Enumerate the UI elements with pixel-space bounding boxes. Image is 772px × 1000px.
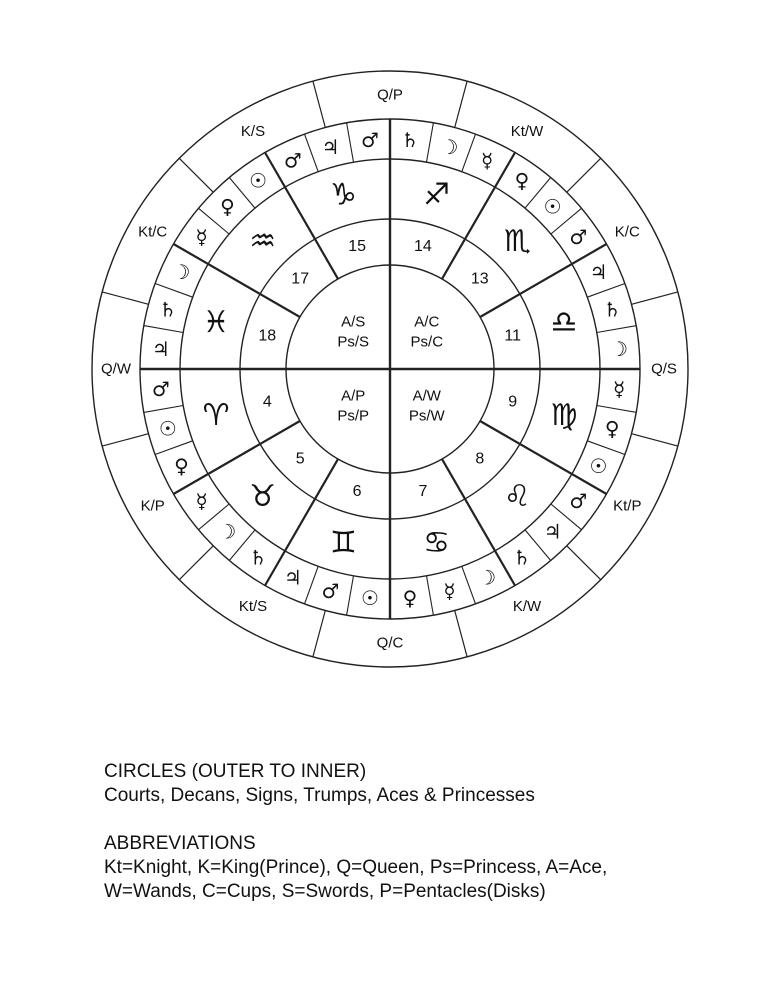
moon-icon: ☽ [172, 259, 191, 284]
trump-number: 8 [475, 450, 485, 468]
libra-icon: ♎ [550, 304, 578, 340]
capricorn-icon: ♑ [329, 177, 357, 213]
aquarius-icon: ♒ [249, 224, 277, 260]
trump-number: 4 [262, 393, 272, 411]
mars-icon: ♂ [283, 148, 302, 173]
princess-label: Ps/W [408, 407, 445, 425]
ace-label: A/C [414, 313, 440, 331]
court-label: K/C [614, 223, 640, 241]
court-divider [455, 611, 467, 657]
decan-divider [427, 123, 434, 162]
court-label: K/S [240, 123, 266, 141]
decan-divider [587, 441, 625, 455]
decan-divider [347, 123, 354, 162]
decan-divider [347, 576, 354, 615]
court-label: K/P [140, 497, 165, 515]
abbreviations-line-1: Kt=Knight, K=King(Prince), Q=Queen, Ps=Princess, A=Ace, [104, 857, 608, 878]
decan-divider [597, 326, 636, 333]
court-label: Q/W [101, 360, 131, 378]
sun-icon: ☉ [589, 454, 608, 479]
court-label: Kt/W [510, 123, 544, 141]
saturn-icon: ♄ [512, 545, 531, 570]
saturn-icon: ♄ [603, 297, 622, 322]
moon-icon: ☽ [440, 134, 459, 159]
mars-icon: ♂ [569, 225, 588, 250]
leo-icon: ♌ [503, 478, 531, 514]
saturn-icon: ♄ [249, 545, 268, 570]
decan-divider [587, 284, 625, 298]
princess-label: Ps/C [410, 333, 444, 351]
decan-divider [427, 576, 434, 615]
court-divider [313, 81, 325, 127]
venus-icon: ♀ [220, 194, 235, 219]
mercury-icon: ☿ [195, 488, 208, 513]
mars-icon: ♂ [569, 488, 588, 513]
jupiter-icon: ♃ [589, 259, 608, 284]
jupiter-icon: ♃ [151, 337, 170, 361]
legend [104, 760, 744, 904]
trump-number: 9 [508, 393, 518, 411]
court-label: Kt/P [613, 497, 642, 515]
moon-icon: ☽ [478, 565, 497, 590]
jupiter-icon: ♃ [543, 519, 562, 544]
scorpio-icon: ♏ [503, 224, 531, 260]
ace-label: A/P [341, 387, 366, 405]
ace-label: A/W [412, 387, 441, 405]
sign-divider [442, 153, 515, 279]
court-label: K/W [512, 597, 542, 615]
moon-icon: ☽ [218, 519, 237, 544]
mercury-icon: ☿ [481, 148, 494, 173]
mars-icon: ♂ [361, 127, 379, 152]
decan-divider [144, 326, 183, 333]
court-divider [102, 434, 148, 446]
cancer-icon: ♋ [423, 525, 451, 561]
sun-icon: ☉ [543, 194, 562, 219]
circles-description: Courts, Decans, Signs, Trumps, Aces & Princesses [104, 785, 535, 806]
decan-divider [597, 406, 636, 413]
aries-icon: ♈ [202, 398, 230, 434]
gemini-icon: ♊ [329, 525, 357, 561]
decan-divider [155, 284, 193, 298]
pisces-icon: ♓ [202, 304, 230, 340]
sign-divider [480, 244, 606, 317]
moon-icon: ☽ [610, 337, 629, 361]
court-divider [179, 546, 213, 580]
taurus-icon: ♉ [249, 478, 277, 514]
saturn-icon: ♄ [401, 127, 419, 152]
venus-icon: ♀ [514, 168, 530, 193]
jupiter-icon: ♃ [283, 565, 302, 590]
venus-icon: ♀ [402, 586, 418, 611]
sun-icon: ☉ [249, 168, 268, 193]
wheel-dividers [102, 81, 678, 657]
mercury-icon: ☿ [443, 579, 456, 604]
court-label: Kt/C [138, 223, 168, 241]
court-divider [102, 292, 148, 304]
trump-number: 7 [418, 483, 428, 501]
abbreviations-heading: ABBREVIATIONS [104, 833, 256, 854]
venus-icon: ♀ [604, 416, 620, 441]
princess-label: Ps/P [337, 407, 370, 425]
decan-divider [305, 566, 319, 604]
virgo-icon: ♍ [550, 398, 578, 434]
trump-number: 17 [291, 270, 310, 288]
decan-divider [144, 406, 183, 413]
sun-icon: ☉ [158, 416, 177, 441]
sun-icon: ☉ [361, 586, 379, 611]
jupiter-icon: ♃ [321, 134, 340, 159]
court-label: Q/C [376, 634, 404, 652]
legend-spacer [104, 808, 744, 832]
trump-number: 6 [352, 483, 362, 501]
decan-divider [155, 441, 193, 455]
court-divider [632, 434, 678, 446]
court-label: Q/P [377, 86, 403, 104]
court-divider [567, 546, 601, 580]
trump-number: 15 [348, 237, 366, 255]
trump-number: 18 [258, 327, 277, 345]
trump-number: 13 [470, 270, 489, 288]
mercury-icon: ☿ [612, 377, 626, 401]
trump-number: 14 [414, 237, 432, 255]
venus-icon: ♀ [174, 454, 189, 479]
trump-number: 11 [504, 327, 522, 345]
court-divider [632, 292, 678, 304]
ace-label: A/S [341, 313, 366, 331]
court-divider [567, 158, 601, 192]
princess-label: Ps/S [337, 333, 370, 351]
court-divider [179, 158, 213, 192]
sign-divider [480, 421, 606, 494]
court-label: Kt/S [238, 597, 268, 615]
court-label: Q/S [651, 360, 677, 378]
circles-heading: CIRCLES (OUTER TO INNER) [104, 761, 367, 782]
court-divider [313, 611, 325, 657]
trump-number: 5 [295, 450, 305, 468]
mars-icon: ♂ [321, 579, 340, 604]
abbreviations-line-2: W=Wands, C=Cups, S=Swords, P=Pentacles(Disks) [104, 881, 546, 902]
decan-divider [462, 134, 476, 172]
sign-divider [174, 421, 300, 494]
decan-divider [462, 566, 476, 604]
sign-divider [174, 244, 300, 317]
court-divider [455, 81, 467, 127]
mars-icon: ♂ [151, 377, 170, 401]
sagittarius-icon: ♐ [423, 177, 451, 213]
mercury-icon: ☿ [195, 225, 208, 250]
decan-divider [305, 134, 319, 172]
saturn-icon: ♄ [158, 297, 177, 322]
